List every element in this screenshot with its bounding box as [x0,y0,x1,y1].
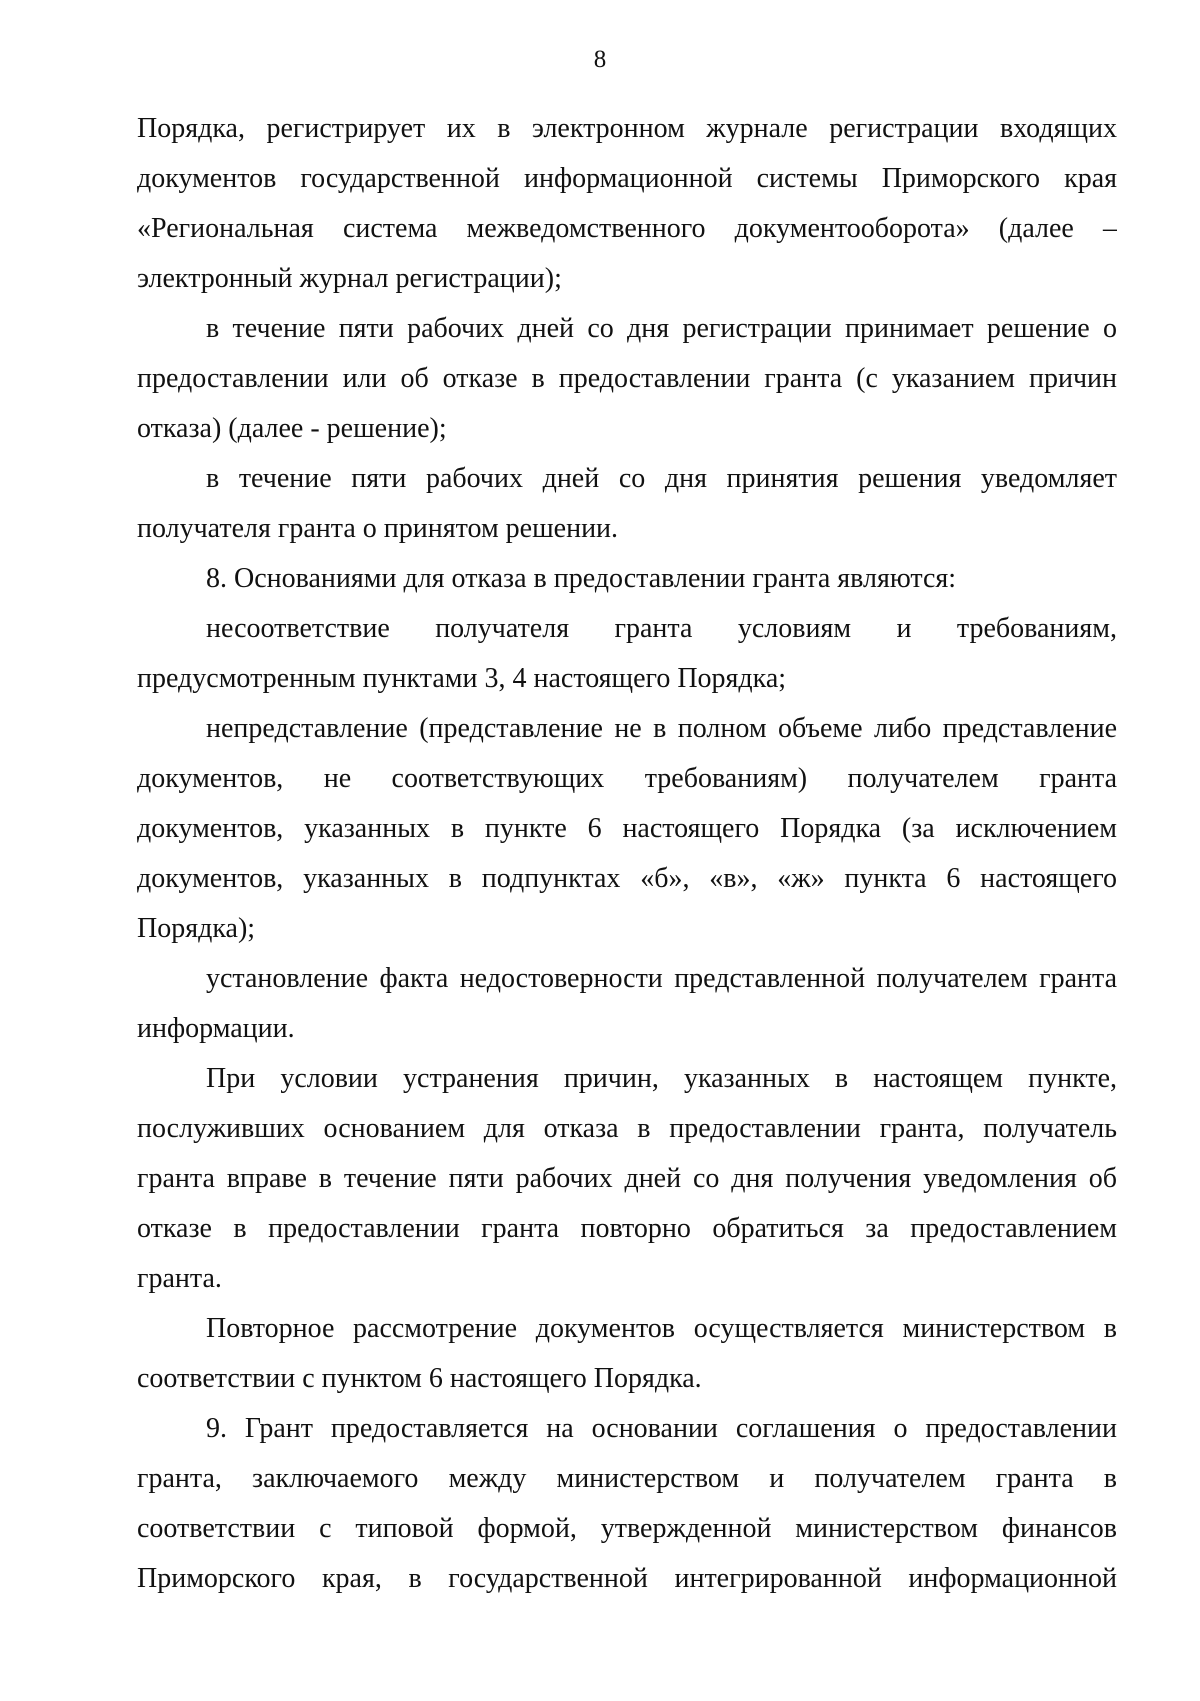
text-line: отказе в предоставлении гранта повторно обратиться за предоставлением [137,1213,1117,1244]
paragraph-notification [137,454,1117,554]
text-line: установление факта недостоверности представленной получателем гранта [206,963,1117,994]
text-line: документов, указанных в пункте 6 настоящего Порядка (за исключением [137,813,1117,844]
text-line: послуживших основанием для отказа в предоставлении гранта, получатель [137,1113,1117,1144]
paragraph-item-9 [137,1404,1117,1604]
text-line: гранта. [137,1263,222,1294]
text-line: соответствии с типовой формой, утвержденной министерством финансов [137,1513,1117,1544]
text-line: документов государственной информационной системы Приморского края [137,163,1117,194]
paragraph-item-8 [137,554,1117,604]
text-line: гранта, заключаемого между министерством и получателем гранта в [137,1463,1117,1494]
text-line: документов, указанных в подпунктах «б», «в», «ж» пункта 6 настоящего [137,863,1117,894]
paragraph-nonsubmission [137,704,1117,954]
text-line: отказа) (далее - решение); [137,413,447,444]
paragraph-registration-decision [137,304,1117,454]
text-line: Порядка, регистрирует их в электронном журнале регистрации входящих [137,113,1117,144]
paragraph-unreliable-info [137,954,1117,1054]
document-body [137,104,1117,1604]
paragraph-repeat-review [137,1304,1117,1404]
text-line: получателя гранта о принятом решении. [137,513,619,544]
text-line: предусмотренным пунктами 3, 4 настоящего Порядка; [137,663,787,694]
text-line: предоставлении или об отказе в предоставлении гранта (с указанием причин [137,363,1117,394]
text-line: Повторное рассмотрение документов осуществляется министерством в [206,1313,1117,1344]
paragraph-reapplication [137,1054,1117,1304]
text-line: 8. Основаниями для отказа в предоставлении гранта являются: [206,563,957,594]
text-line: информации. [137,1013,295,1044]
text-line: непредставление (представление не в полном объеме либо представление [206,713,1117,744]
text-line: Приморского края, в государственной интегрированной информационной [137,1563,1117,1594]
text-line: Порядка); [137,913,256,944]
page-number: 8 [593,46,607,73]
text-line: электронный журнал регистрации); [137,263,562,294]
text-line: гранта вправе в течение пяти рабочих дней со дня получения уведомления об [137,1163,1117,1194]
text-line: в течение пяти рабочих дней со дня принятия решения уведомляет [206,463,1117,494]
text-line: 9. Грант предоставляется на основании соглашения о предоставлении [206,1413,1117,1444]
paragraph-continuation [137,104,1117,304]
text-line: в течение пяти рабочих дней со дня регистрации принимает решение о [206,313,1117,344]
text-line: несоответствие получателя гранта условиям и требованиям, [206,613,1117,644]
text-line: документов, не соответствующих требованиям) получателем гранта [137,763,1117,794]
text-line: «Региональная система межведомственного документооборота» (далее – [137,213,1117,244]
paragraph-nonconformity [137,604,1117,704]
text-line: При условии устранения причин, указанных в настоящем пункте, [206,1063,1117,1094]
text-line: соответствии с пунктом 6 настоящего Порядка. [137,1363,702,1394]
